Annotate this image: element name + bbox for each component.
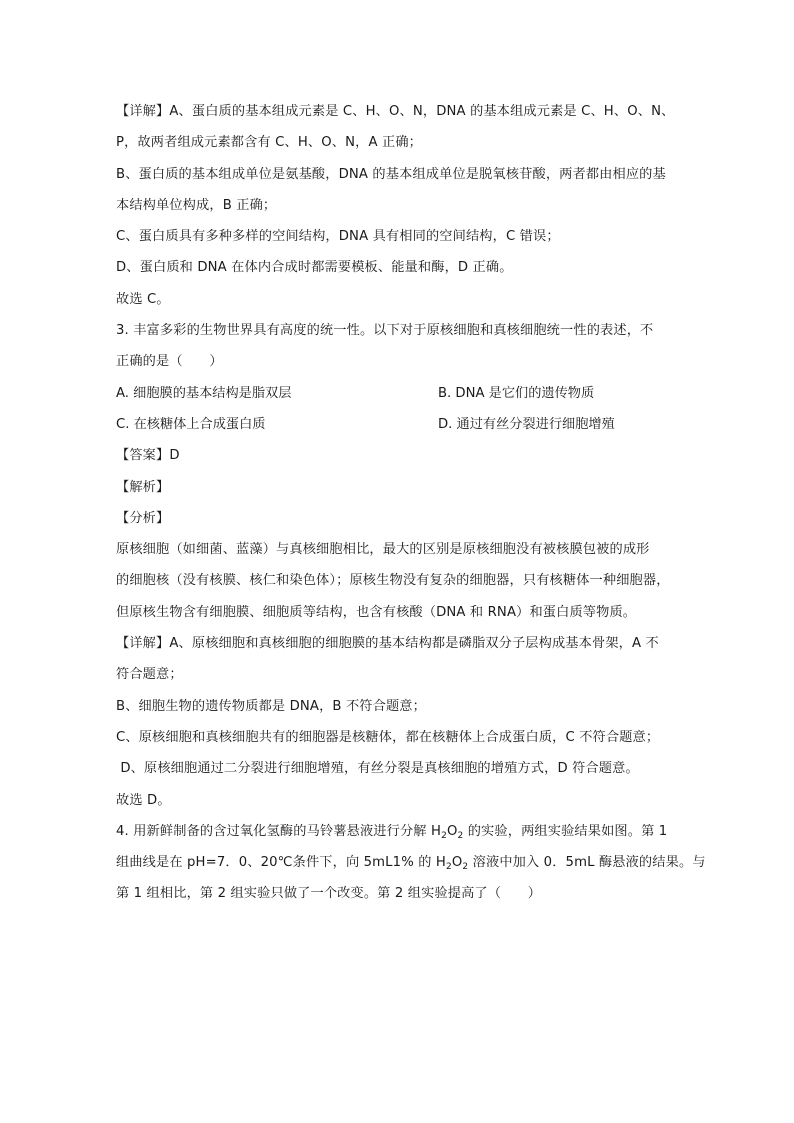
question-3-stem: 正确的是（ ）: [116, 354, 223, 370]
document-page: [116, 96, 706, 910]
text-line: B、蛋白质的基本组成单位是氨基酸，DNA 的基本组成单位是脱氧核苷酸，两者都由相应的基: [116, 166, 666, 182]
text-line: 原核细胞（如细菌、蓝藻）与真核细胞相比，最大的区别是原核细胞没有被核膜包被的成形: [116, 542, 650, 558]
text-line: C、原核细胞和真核细胞共有的细胞器是核糖体，都在核糖体上合成蛋白质，C 不符合题意；: [116, 729, 660, 745]
text-line: C、蛋白质具有多种多样的空间结构，DNA 具有相同的空间结构，C 错误；: [116, 229, 560, 245]
q4-text: 组曲线是在 pH=7．0、20℃条件下，向 5mL1% 的 H: [116, 855, 446, 871]
text-line: 【详解】A、蛋白质的基本组成元素是 C、H、O、N，DNA 的基本组成元素是 C、H、O、N、: [116, 104, 675, 119]
q4-text: 溶液中加入 0．5mL 酶悬液的结果。与: [468, 855, 706, 871]
question-4-line-1: [116, 816, 686, 847]
text-line: 的细胞核（没有核膜、核仁和染色体）；原核生物没有复杂的细胞器，只有核糖体一种细胞器，: [116, 573, 670, 589]
options-row-1: [116, 378, 686, 409]
options-row-2: [116, 409, 686, 440]
text-line: 但原核生物含有细胞膜、细胞质等结构，也含有核酸（DNA 和 RNA）和蛋白质等物质。: [116, 604, 637, 620]
option-a: A. 细胞膜的基本结构是脂双层: [116, 385, 292, 401]
subscript: 2: [462, 862, 469, 873]
q4-text: O: [451, 855, 463, 871]
question-4-line-3: 第 1 组相比，第 2 组实验只做了一个改变。第 2 组实验提高了（ ）: [116, 886, 542, 902]
text-line: D、原核细胞通过二分裂进行细胞增殖，有丝分裂是真核细胞的增殖方式，D 符合题意。: [116, 761, 639, 777]
q4-text: O: [446, 823, 458, 839]
q4-text: 4. 用新鲜制备的含过氧化氢酶的马铃薯悬液进行分解 H: [116, 823, 442, 839]
subscript: 2: [441, 830, 447, 841]
q4-text: 的实验，两组实验结果如图。第 1: [463, 823, 668, 839]
text-line: P，故两者组成元素都含有 C、H、O、N，A 正确；: [116, 135, 423, 151]
analysis-subheading: 【分析】: [116, 510, 170, 526]
question-4-line-2: [116, 847, 706, 878]
text-line: B、细胞生物的遗传物质都是 DNA，B 不符合题意；: [116, 698, 426, 714]
text-line: 【详解】A、原核细胞和真核细胞的细胞膜的基本结构都是磷脂双分子层构成基本骨架，A 不: [116, 636, 659, 652]
analysis-heading: 【解析】: [116, 479, 170, 495]
text-line: 本结构单位构成，B 正确；: [116, 197, 277, 213]
answer-label: 【答案】D: [116, 448, 180, 464]
text-line: 符合题意；: [116, 667, 183, 683]
question-3-stem: 3. 丰富多彩的生物世界具有高度的统一性。以下对于原核细胞和真核细胞统一性的表述，不: [116, 323, 654, 339]
option-c: C. 在核糖体上合成蛋白质: [116, 416, 266, 432]
subscript: 2: [445, 862, 452, 873]
option-d: D. 通过有丝分裂进行细胞增殖: [438, 416, 615, 432]
subscript: 2: [457, 830, 464, 841]
option-b: B. DNA 是它们的遗传物质: [438, 385, 595, 401]
text-line: 故选 C。: [116, 291, 170, 307]
text-line: D、蛋白质和 DNA 在体内合成时都需要模板、能量和酶，D 正确。: [116, 260, 513, 276]
text-line: 故选 D。: [116, 792, 171, 808]
